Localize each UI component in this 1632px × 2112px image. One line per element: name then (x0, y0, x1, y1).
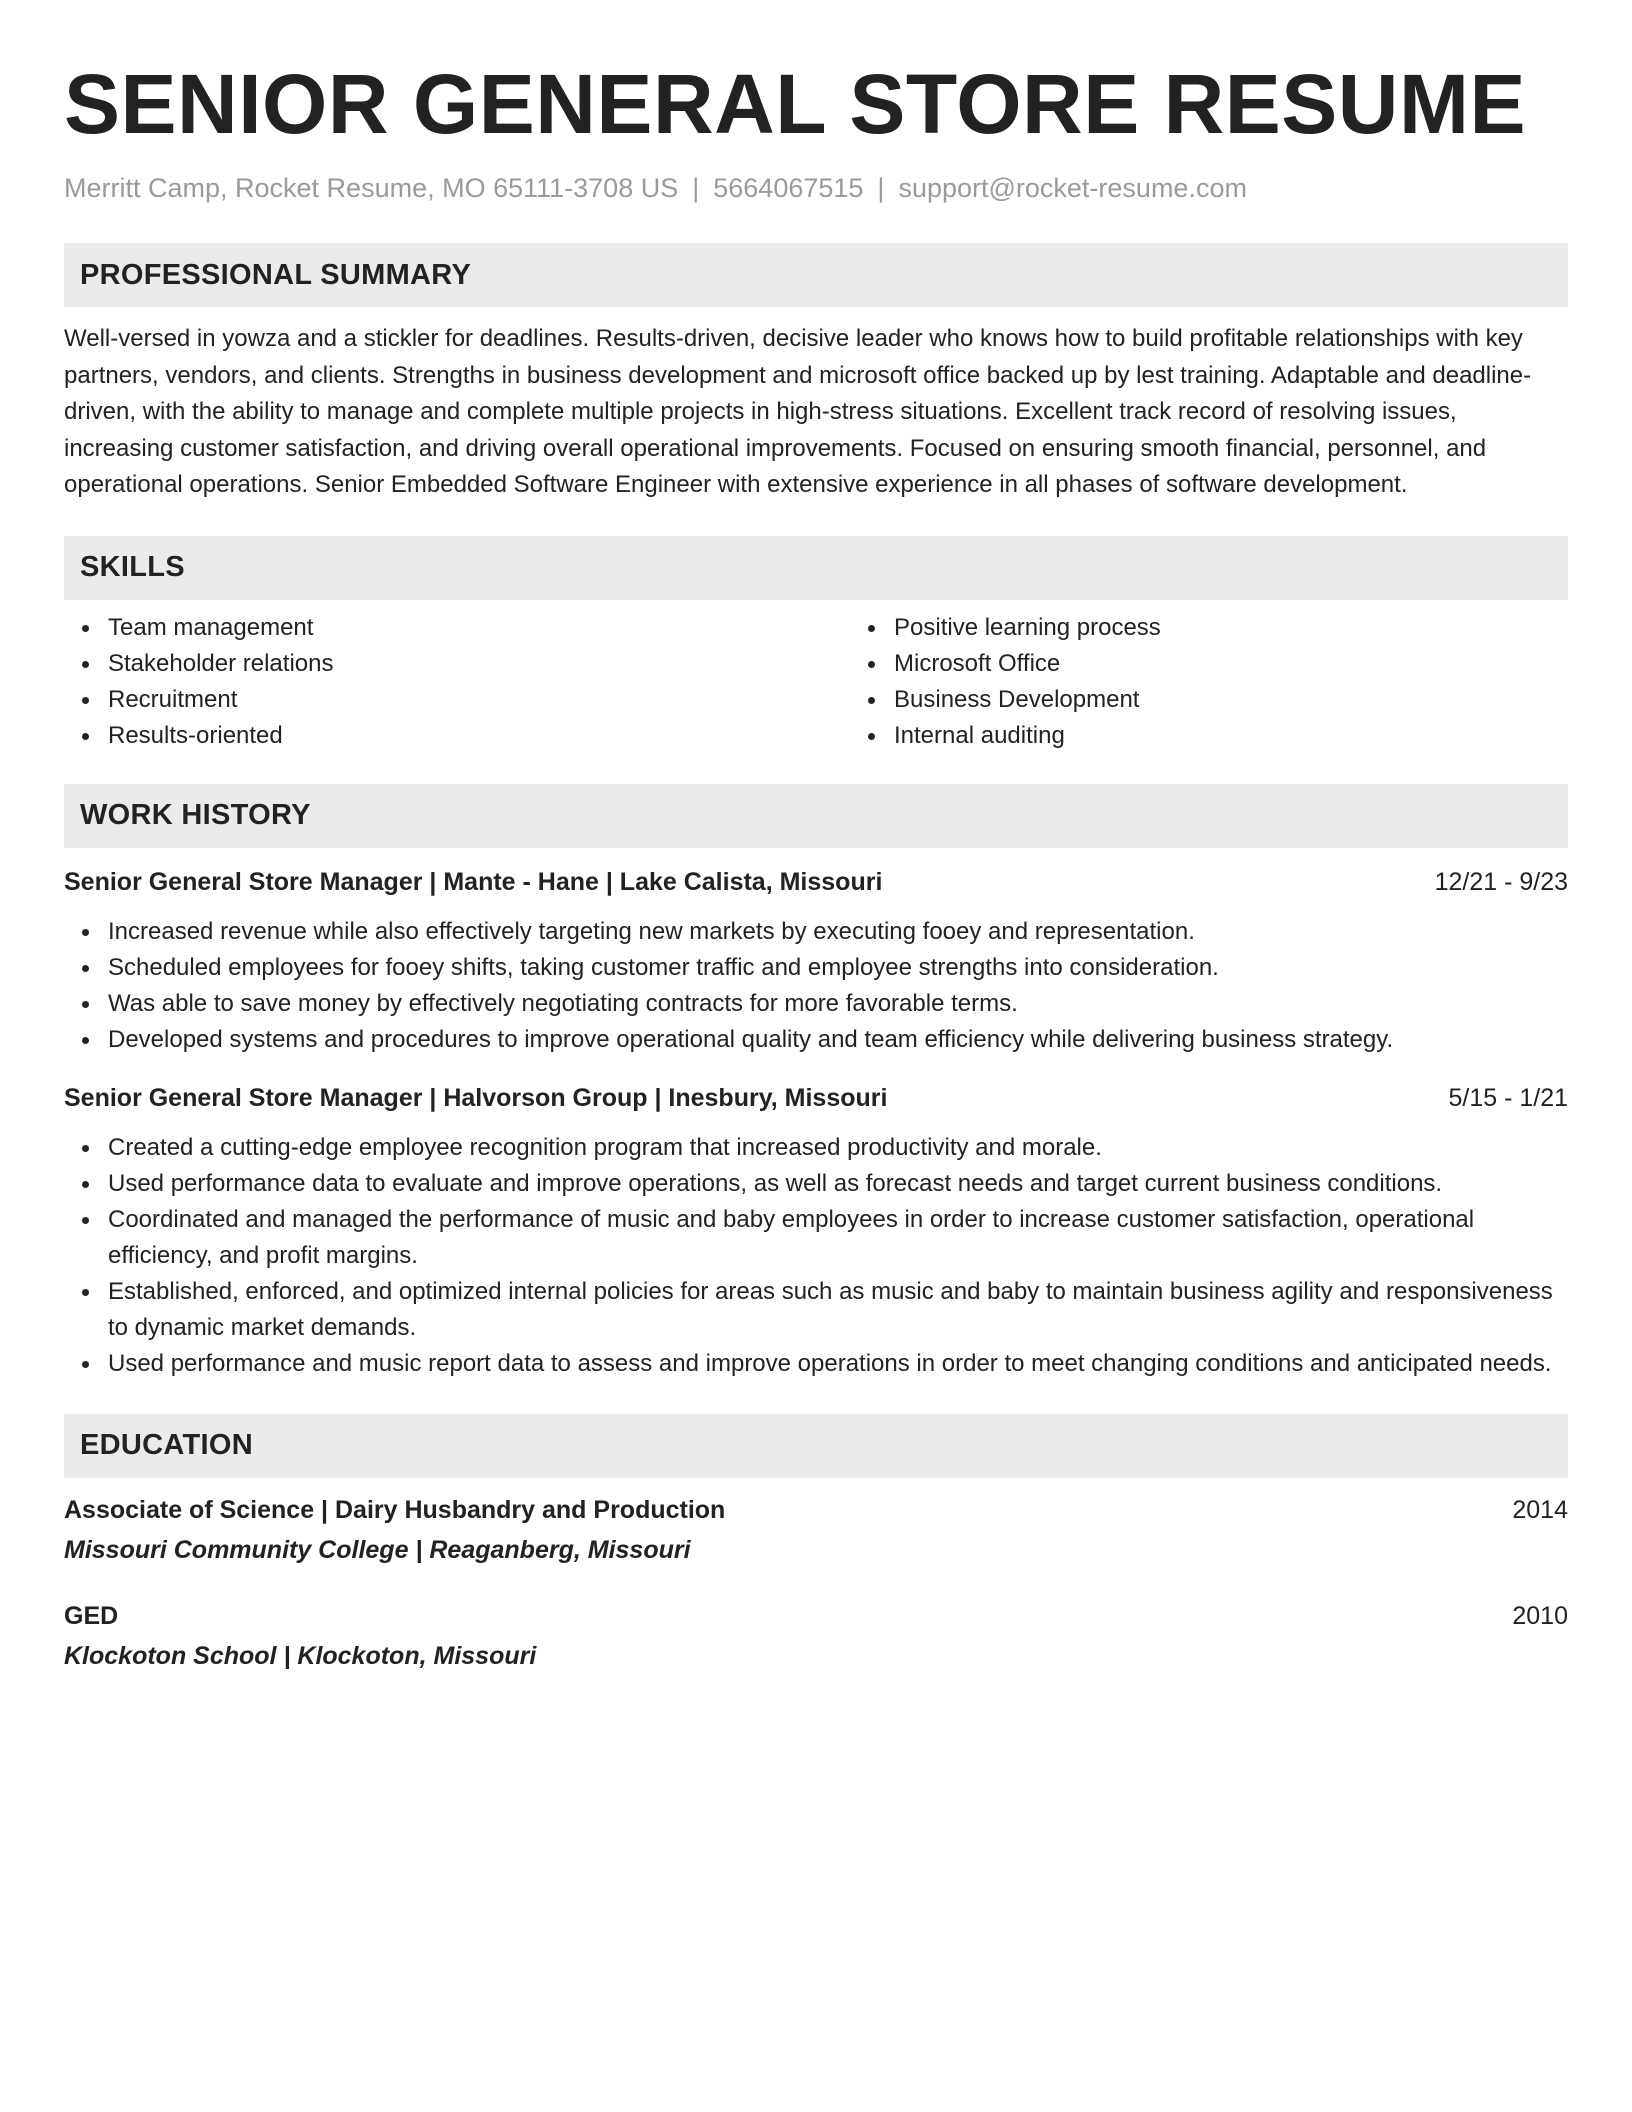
job-bullet: Was able to save money by effectively negotiating contracts for more favorable terms. (108, 986, 1568, 1022)
job-header (64, 1080, 1568, 1116)
job-entry (64, 864, 1568, 1058)
job-bullet: Increased revenue while also effectively targeting new markets by executing fooey and representation. (108, 914, 1568, 950)
contact-phone: 5664067515 (713, 173, 864, 203)
skill-item: Microsoft Office (894, 646, 1632, 682)
education-year: 2014 (1512, 1495, 1568, 1524)
education-school: Missouri Community College | Reaganberg, Missouri (64, 1535, 691, 1564)
contact-separator: | (877, 173, 885, 203)
education-degree: Associate of Science | Dairy Husbandry and Production (64, 1495, 726, 1524)
education-degree: GED (64, 1601, 119, 1630)
contact-email: support@rocket-resume.com (898, 173, 1247, 203)
skills-heading: SKILLS (64, 536, 1568, 600)
contact-address: Merritt Camp, Rocket Resume, MO 65111-3708 US (64, 173, 679, 203)
summary-text: Well-versed in yowza and a stickler for deadlines. Results-driven, decisive leader who knows how to build profitable relationships with key partners, vendors, and clients. Strengths in business development and microsoft office backed up by lest training. Adaptable and deadline-driven, with the ability to manage and complete multiple projects in high-stress situations. Excellent track record of resolving issues, increasing customer satisfaction, and driving overall operational improvements. Focused on ensuring smooth financial, personnel, and operational operations. Senior Embedded Software Engineer with extensive experience in all phases of software development. (64, 325, 1532, 498)
job-title: Senior General Store Manager | Mante - Hane | Lake Calista, Missouri (64, 867, 883, 896)
skill-item: Stakeholder relations (108, 646, 850, 682)
job-header (64, 864, 1568, 900)
job-bullet: Established, enforced, and optimized internal policies for areas such as music and baby to maintain business agility and responsiveness to dynamic market demands. (108, 1274, 1568, 1346)
job-dates: 5/15 - 1/21 (1448, 1083, 1568, 1112)
resume-title: SENIOR GENERAL STORE RESUME (64, 57, 1526, 151)
job-bullet: Coordinated and managed the performance of music and baby employees in order to increase customer satisfaction, operational efficiency, and profit margins. (108, 1202, 1568, 1274)
education-heading: EDUCATION (64, 1414, 1568, 1478)
skills-column-left (64, 610, 850, 754)
skill-item: Results-oriented (108, 718, 850, 754)
contact-separator: | (692, 173, 700, 203)
job-bullet: Created a cutting-edge employee recognition program that increased productivity and morale. (108, 1130, 1568, 1166)
job-title: Senior General Store Manager | Halvorson Group | Inesbury, Missouri (64, 1083, 888, 1112)
summary-heading: PROFESSIONAL SUMMARY (64, 243, 1568, 307)
job-dates: 12/21 - 9/23 (1434, 867, 1568, 896)
job-bullet: Used performance and music report data to assess and improve operations in order to meet changing conditions and anticipated needs. (108, 1346, 1568, 1382)
job-bullets (64, 1130, 1568, 1382)
skills-column-right (850, 610, 1632, 754)
work-heading: WORK HISTORY (64, 784, 1568, 848)
skills-list (64, 610, 1568, 754)
education-header (64, 1492, 1568, 1528)
education-school: Klockoton School | Klockoton, Missouri (64, 1641, 537, 1670)
contact-line (64, 170, 1568, 206)
job-bullet: Scheduled employees for fooey shifts, taking customer traffic and employee strengths into consideration. (108, 950, 1568, 986)
education-year: 2010 (1512, 1601, 1568, 1630)
skill-item: Business Development (894, 682, 1632, 718)
education-entry (64, 1598, 1568, 1674)
skill-item: Internal auditing (894, 718, 1632, 754)
job-bullet: Used performance data to evaluate and improve operations, as well as forecast needs and target current business conditions. (108, 1166, 1568, 1202)
education-header (64, 1598, 1568, 1634)
job-bullet: Developed systems and procedures to improve operational quality and team efficiency while delivering business strategy. (108, 1022, 1568, 1058)
job-bullets (64, 914, 1568, 1058)
education-entry (64, 1492, 1568, 1568)
skill-item: Recruitment (108, 682, 850, 718)
skill-item: Positive learning process (894, 610, 1632, 646)
skill-item: Team management (108, 610, 850, 646)
job-entry (64, 1080, 1568, 1382)
